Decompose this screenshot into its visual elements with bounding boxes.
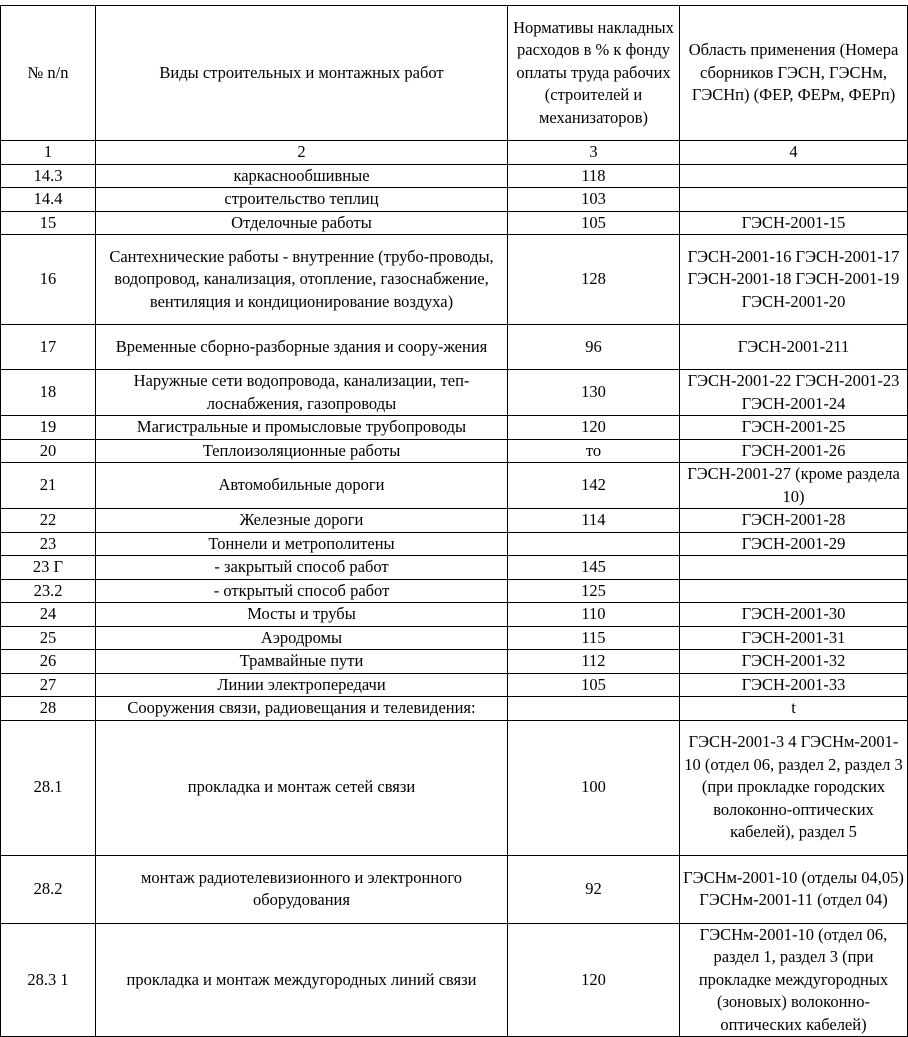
table-row bbox=[1, 923, 908, 1037]
work-type: Сооружения связи, радиовещания и телевидения: bbox=[96, 697, 508, 721]
work-type: Тоннели и метрополитены bbox=[96, 532, 508, 556]
row-number: 28.2 bbox=[1, 855, 96, 923]
application-scope: ГЭСНм-2001-10 (отделы 04,05) ГЭСНм-2001-11 (отдел 04) bbox=[680, 855, 908, 923]
row-number: 23.2 bbox=[1, 579, 96, 603]
table-row bbox=[1, 720, 908, 855]
application-scope bbox=[680, 164, 908, 188]
row-number: 23 bbox=[1, 532, 96, 556]
overhead-norm: 120 bbox=[508, 923, 680, 1037]
table-row bbox=[1, 650, 908, 674]
application-scope bbox=[680, 556, 908, 580]
row-number: 26 bbox=[1, 650, 96, 674]
overhead-norm: 100 bbox=[508, 720, 680, 855]
table-row bbox=[1, 325, 908, 370]
work-type: строительство теплиц bbox=[96, 188, 508, 212]
table-row bbox=[1, 211, 908, 235]
overhead-norm: 145 bbox=[508, 556, 680, 580]
row-number: 28 bbox=[1, 697, 96, 721]
table-row bbox=[1, 673, 908, 697]
table-row bbox=[1, 626, 908, 650]
column-number: 4 bbox=[680, 141, 908, 165]
work-type: Магистральные и промысловые трубопроводы bbox=[96, 416, 508, 440]
overhead-norm: 103 bbox=[508, 188, 680, 212]
table-row bbox=[1, 556, 908, 580]
application-scope: ГЭСН-2001-32 bbox=[680, 650, 908, 674]
overhead-norms-table bbox=[0, 5, 908, 1037]
table-row bbox=[1, 697, 908, 721]
row-number: 22 bbox=[1, 509, 96, 533]
column-number: 3 bbox=[508, 141, 680, 165]
work-type: Аэродромы bbox=[96, 626, 508, 650]
overhead-norm: 142 bbox=[508, 463, 680, 509]
table-row bbox=[1, 579, 908, 603]
table-row bbox=[1, 416, 908, 440]
overhead-norm: 112 bbox=[508, 650, 680, 674]
application-scope: ГЭСН-2001-3 4 ГЭСНм-2001-10 (отдел 06, раздел 2, раздел 3 (при прокладке городских волоконно-оптических кабелей), раздел 5 bbox=[680, 720, 908, 855]
row-number: 28.1 bbox=[1, 720, 96, 855]
overhead-norm bbox=[508, 697, 680, 721]
application-scope: ГЭСН-2001-16 ГЭСН-2001-17 ГЭСН-2001-18 ГЭСН-2001-19 ГЭСН-2001-20 bbox=[680, 235, 908, 325]
overhead-norm: 120 bbox=[508, 416, 680, 440]
work-type: Теплоизоляционные работы bbox=[96, 439, 508, 463]
work-type: Наружные сети водопровода, канализации, теп-лоснабжения, газопроводы bbox=[96, 370, 508, 416]
overhead-norm: 114 bbox=[508, 509, 680, 533]
overhead-norm: 128 bbox=[508, 235, 680, 325]
overhead-norm: 105 bbox=[508, 211, 680, 235]
work-type: - открытый способ работ bbox=[96, 579, 508, 603]
overhead-norm: 118 bbox=[508, 164, 680, 188]
row-number: 19 bbox=[1, 416, 96, 440]
header-application-scope: Область применения (Номера сборников ГЭСН, ГЭСНм, ГЭСНп) (ФЕР, ФЕРм, ФЕРп) bbox=[680, 6, 908, 141]
overhead-norm: 110 bbox=[508, 603, 680, 627]
header-number: № n/n bbox=[1, 6, 96, 141]
application-scope: ГЭСН-2001-28 bbox=[680, 509, 908, 533]
work-type: прокладка и монтаж междугородных линий связи bbox=[96, 923, 508, 1037]
application-scope: ГЭСН-2001-26 bbox=[680, 439, 908, 463]
header-row bbox=[1, 6, 908, 141]
table-row bbox=[1, 188, 908, 212]
application-scope: ГЭСН-2001-211 bbox=[680, 325, 908, 370]
work-type: Мосты и трубы bbox=[96, 603, 508, 627]
application-scope: ГЭСН-2001-25 bbox=[680, 416, 908, 440]
header-work-type: Виды строительных и монтажных работ bbox=[96, 6, 508, 141]
overhead-norm: 130 bbox=[508, 370, 680, 416]
row-number: 16 bbox=[1, 235, 96, 325]
work-type: Сантехнические работы - внутренние (трубо-проводы, водопровод, канализация, отопление, газоснабжение, вентиляция и кондиционирование воздуха) bbox=[96, 235, 508, 325]
overhead-norm bbox=[508, 532, 680, 556]
work-type: монтаж радиотелевизионного и электронного оборудования bbox=[96, 855, 508, 923]
application-scope: ГЭСН-2001-31 bbox=[680, 626, 908, 650]
row-number: 20 bbox=[1, 439, 96, 463]
application-scope: ГЭСН-2001-29 bbox=[680, 532, 908, 556]
work-type: каркаснообшивные bbox=[96, 164, 508, 188]
application-scope bbox=[680, 188, 908, 212]
application-scope: ГЭСН-2001-33 bbox=[680, 673, 908, 697]
table-row bbox=[1, 235, 908, 325]
overhead-norm: 125 bbox=[508, 579, 680, 603]
table-row bbox=[1, 603, 908, 627]
work-type: Временные сборно-разборные здания и соору-жения bbox=[96, 325, 508, 370]
column-number-row bbox=[1, 141, 908, 165]
row-number: 25 bbox=[1, 626, 96, 650]
application-scope: ГЭСН-2001-27 (кроме раздела 10) bbox=[680, 463, 908, 509]
row-number: 24 bbox=[1, 603, 96, 627]
row-number: 17 bbox=[1, 325, 96, 370]
table-row bbox=[1, 370, 908, 416]
table-row bbox=[1, 439, 908, 463]
table-row bbox=[1, 532, 908, 556]
overhead-norm: 105 bbox=[508, 673, 680, 697]
work-type: прокладка и монтаж сетей связи bbox=[96, 720, 508, 855]
row-number: 23 Г bbox=[1, 556, 96, 580]
row-number: 28.3 1 bbox=[1, 923, 96, 1037]
application-scope: ГЭСН-2001-15 bbox=[680, 211, 908, 235]
row-number: 21 bbox=[1, 463, 96, 509]
work-type: Трамвайные пути bbox=[96, 650, 508, 674]
overhead-norm: то bbox=[508, 439, 680, 463]
column-number: 1 bbox=[1, 141, 96, 165]
application-scope: ГЭСН-2001-30 bbox=[680, 603, 908, 627]
header-overhead-norm: Нормативы накладных расходов в % к фонду оплаты труда рабочих (строителей и механизаторов) bbox=[508, 6, 680, 141]
row-number: 18 bbox=[1, 370, 96, 416]
application-scope bbox=[680, 579, 908, 603]
work-type: - закрытый способ работ bbox=[96, 556, 508, 580]
overhead-norm: 92 bbox=[508, 855, 680, 923]
table-row bbox=[1, 164, 908, 188]
overhead-norm: 96 bbox=[508, 325, 680, 370]
table-row bbox=[1, 855, 908, 923]
table-row bbox=[1, 509, 908, 533]
application-scope: t bbox=[680, 697, 908, 721]
table-row bbox=[1, 463, 908, 509]
column-number: 2 bbox=[96, 141, 508, 165]
application-scope: ГЭСНм-2001-10 (отдел 06, раздел 1, раздел 3 (при прокладке междугородных (зоновых) волоконно-оптических кабелей) bbox=[680, 923, 908, 1037]
work-type: Железные дороги bbox=[96, 509, 508, 533]
work-type: Автомобильные дороги bbox=[96, 463, 508, 509]
work-type: Линии электропередачи bbox=[96, 673, 508, 697]
row-number: 14.4 bbox=[1, 188, 96, 212]
work-type: Отделочные работы bbox=[96, 211, 508, 235]
row-number: 27 bbox=[1, 673, 96, 697]
row-number: 14.3 bbox=[1, 164, 96, 188]
overhead-norm: 115 bbox=[508, 626, 680, 650]
row-number: 15 bbox=[1, 211, 96, 235]
application-scope: ГЭСН-2001-22 ГЭСН-2001-23 ГЭСН-2001-24 bbox=[680, 370, 908, 416]
